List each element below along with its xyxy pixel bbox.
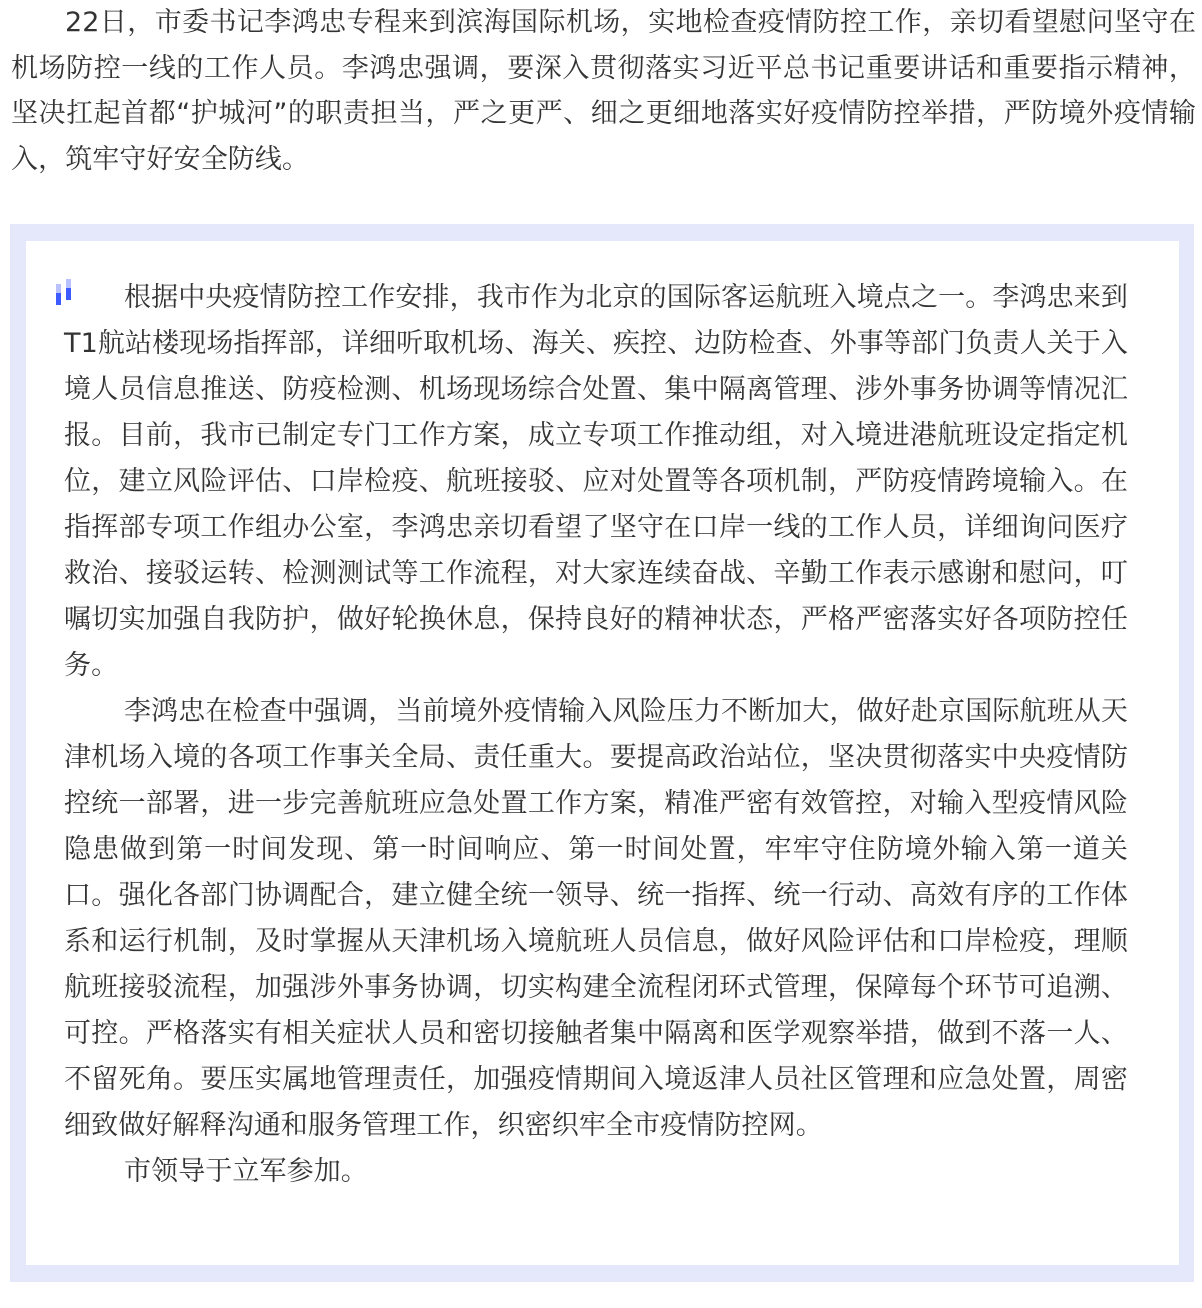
quote-box: [26, 241, 1179, 1265]
intro-text: [11, 0, 1196, 182]
intro-paragraph: 22日，市委书记李鸿忠专程来到滨海国际机场，实地检查疫情防控工作，亲切看望慰问坚守在机场防控一线的工作人员。李鸿忠强调，要深入贯彻落实习近平总书记重要讲话和重要指示精神，坚决扛起首都“护城河”的职责担当，严之更严、细之更细地落实好疫情防控举措，严防境外疫情输入，筑牢守好安全防线。: [11, 7, 1196, 175]
quote-paragraph-3: 市领导于立军参加。: [124, 1156, 368, 1187]
quote-frame: [10, 224, 1194, 1282]
quote-paragraph-1: 根据中央疫情防控工作安排，我市作为北京的国际客运航班入境点之一。李鸿忠来到T1航站楼现场指挥部，详细听取机场、海关、疾控、边防检查、外事等部门负责人关于入境人员信息推送、防疫检测、机场现场综合处置、集中隔离管理、涉外事务协调等情况汇报。目前，我市已制定专门工作方案，成立专项工作推动组，对入境进港航班设定指定机位，建立风险评估、口岸检疫、航班接驳、应对处置等各项机制，严防疫情跨境输入。在指挥部专项工作组办公室，李鸿忠亲切看望了坚守在口岸一线的工作人员，详细询问医疗救治、接驳运转、检测测试等工作流程，对大家连续奋战、辛勤工作表示感谢和慰问，叮嘱切实加强自我防护，做好轮换休息，保持良好的精神状态，严格严密落实好各项防控任务。: [64, 282, 1128, 681]
quote-paragraph-2: 李鸿忠在检查中强调，当前境外疫情输入风险压力不断加大，做好赴京国际航班从天津机场入境的各项工作事关全局、责任重大。要提高政治站位，坚决贯彻落实中央疫情防控统一部署，进一步完善航班应急处置工作方案，精准严密有效管控，对输入型疫情风险隐患做到第一时间发现、第一时间响应、第一时间处置，牢牢守住防境外输入第一道关口。强化各部门协调配合，建立健全统一领导、统一指挥、统一行动、高效有序的工作体系和运行机制，及时掌握从天津机场入境航班人员信息，做好风险评估和口岸检疫，理顺航班接驳流程，加强涉外事务协调，切实构建全流程闭环式管理，保障每个环节可追溯、可控。严格落实有相关症状人员和密切接触者集中隔离和医学观察举措，做到不落一人、不留死角。要压实属地管理责任，加强疫情期间入境返津人员社区管理和应急处置，周密细致做好解释沟通和服务管理工作，织密织牢全市疫情防控网。: [64, 696, 1128, 1141]
quote-text: [64, 275, 1128, 1195]
